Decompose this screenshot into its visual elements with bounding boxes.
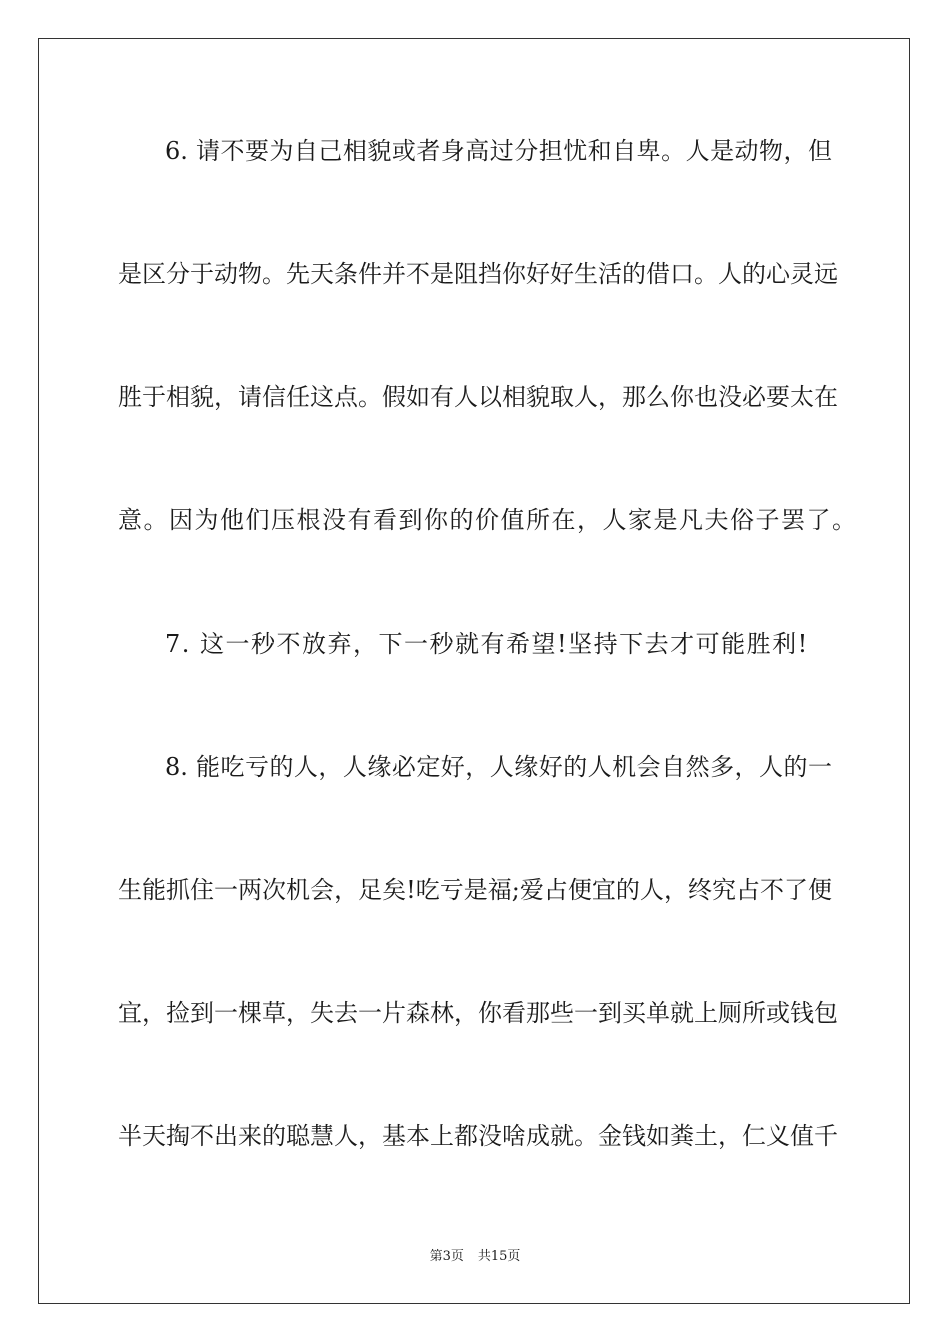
text-line: 宜，捡到一棵草，失去一片森林，你看那些一到买单就上厕所或钱包 — [118, 999, 838, 1027]
page-border — [38, 38, 910, 1304]
text-line: 胜于相貌，请信任这点。假如有人以相貌取人，那么你也没必要太在 — [118, 383, 838, 411]
page-total: 共15页 — [477, 1249, 521, 1264]
text-line: 7. 这一秒不放弃，下一秒就有希望!坚持下去才可能胜利! — [165, 630, 809, 658]
text-line: 生能抓住一两次机会，足矣!吃亏是福;爱占便宜的人，终究占不了便 — [118, 876, 832, 904]
text-line: 半天掏不出来的聪慧人，基本上都没啥成就。金钱如粪土，仁义值千 — [118, 1122, 838, 1150]
text-line: 6. 请不要为自己相貌或者身高过分担忧和自卑。人是动物，但 — [165, 137, 832, 165]
text-line: 是区分于动物。先天条件并不是阻挡你好好生活的借口。人的心灵远 — [118, 260, 838, 288]
page-number: 第3页 — [429, 1249, 464, 1264]
page-footer — [0, 1248, 950, 1266]
text-line: 意。因为他们压根没有看到你的价值所在，人家是凡夫俗子罢了。 — [118, 506, 858, 534]
text-line: 8. 能吃亏的人，人缘必定好，人缘好的人机会自然多，人的一 — [165, 753, 832, 781]
